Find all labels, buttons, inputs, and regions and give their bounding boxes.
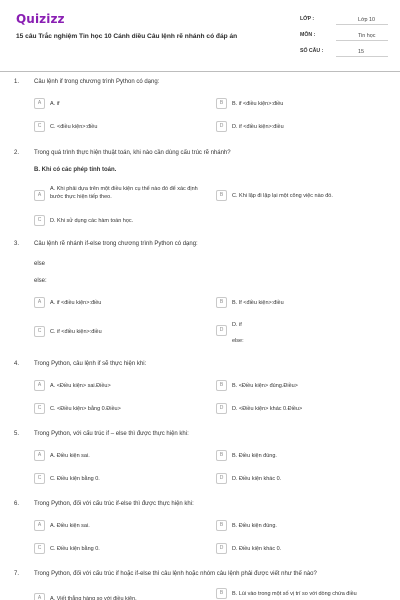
- option-letter: B: [216, 190, 227, 201]
- option-text: C. Điều kiện bằng 0.: [50, 546, 100, 552]
- question-number: 7.: [14, 571, 20, 577]
- option-text: A. if: [50, 101, 60, 107]
- option-letter: C: [34, 215, 45, 226]
- option-text: B. Lùi vào trong một số vị trí so với dòng chứa điều: [232, 591, 357, 597]
- option-letter: B: [216, 520, 227, 531]
- option-letter: A: [34, 297, 45, 308]
- question-text: Trong Python, với cấu trúc if – else thì được thực hiện khi:: [34, 431, 189, 437]
- meta-row-class: [300, 14, 396, 30]
- option-letter: D: [216, 543, 227, 554]
- question-code-line: else:: [34, 278, 47, 284]
- option-letter: C: [34, 403, 45, 414]
- option-letter: C: [34, 121, 45, 132]
- question-text: Trong Python, đối với cấu trúc if-else thì được thực hiện khi:: [34, 501, 194, 507]
- option-letter: A: [34, 450, 45, 461]
- option-text: B. <Điều kiện> đúng.Điều>: [232, 383, 298, 389]
- option-text: C. <Điều kiện> bằng 0.Điều>: [50, 406, 121, 412]
- option-letter: B: [216, 297, 227, 308]
- option-text: B. Điều kiện đúng.: [232, 453, 277, 459]
- option-letter: C: [34, 473, 45, 484]
- option-text: B. Điều kiện đúng.: [232, 523, 277, 529]
- option-letter: B: [216, 450, 227, 461]
- meta-row-subject: [300, 30, 396, 46]
- option-text: A. Khi phải dựa trên một điều kiện cụ thể nào đó để xác định bước thực hiện tiếp theo.: [50, 186, 198, 200]
- option-letter: B: [216, 98, 227, 109]
- option-letter: C: [34, 543, 45, 554]
- option-letter: D: [216, 325, 227, 336]
- question-note: B. Khi có các phép tính toán.: [34, 167, 117, 173]
- question-text: Câu lệnh if trong chương trình Python có dạng:: [34, 79, 160, 85]
- option-text: C. <điều kiện>:điều: [50, 124, 98, 130]
- question-number: 2.: [14, 150, 20, 156]
- option-letter: A: [34, 593, 45, 600]
- question-code-line: else: [34, 261, 46, 267]
- option-text: C. Điều kiện bằng 0.: [50, 476, 100, 482]
- worksheet-title: 15 câu Trắc nghiệm Tin học 10 Cánh diều Câu lệnh rẽ nhánh có đáp án: [16, 33, 238, 40]
- question-number: 3.: [14, 241, 20, 247]
- option-letter: A: [34, 190, 45, 201]
- option-text: C. Khi lặp đi lặp lại một công việc nào đó.: [232, 193, 333, 199]
- option-letter: A: [34, 380, 45, 391]
- worksheet-meta: [300, 14, 396, 62]
- option-letter: A: [34, 98, 45, 109]
- option-letter: B: [216, 380, 227, 391]
- meta-row-count: [300, 46, 396, 62]
- meta-label: MÔN :: [300, 32, 316, 38]
- option-text: C. if <điều kiện>:điều: [50, 329, 102, 335]
- meta-value: Tin học: [336, 30, 388, 41]
- meta-label: SỐ CÂU :: [300, 48, 324, 54]
- option-letter: B: [216, 588, 227, 599]
- worksheet-header: [0, 0, 400, 72]
- option-letter: C: [34, 326, 45, 337]
- option-text: D. if: [232, 322, 242, 328]
- meta-value: Lớp 10: [336, 14, 388, 25]
- option-text: A. <Điều kiện> sai.Điều>: [50, 383, 111, 389]
- question-number: 5.: [14, 431, 20, 437]
- meta-label: LỚP :: [300, 16, 315, 22]
- option-text: A. Viết thẳng hàng so với điều kiện.: [50, 596, 137, 600]
- option-text: D. Điều kiện khác 0.: [232, 546, 282, 552]
- question-text: Trong Python, câu lệnh if sẽ thực hiện khi:: [34, 361, 147, 367]
- option-letter: D: [216, 403, 227, 414]
- option-text: B. if <điều kiện>:điều: [232, 101, 284, 107]
- option-letter: D: [216, 121, 227, 132]
- question-text: Trong quá trình thực hiện thuật toán, khi nào cần dùng cấu trúc rẽ nhánh?: [34, 150, 231, 156]
- question-text: Câu lệnh rẽ nhánh if-else trong chương trình Python có dạng:: [34, 241, 198, 247]
- option-text: A. Điều kiện sai.: [50, 523, 90, 529]
- option-text: D. <Điều kiện> khác 0.Điều>: [232, 406, 303, 412]
- question-number: 6.: [14, 501, 20, 507]
- option-text: D. Khi sử dụng các hàm toán học.: [50, 218, 134, 224]
- question-number: 1.: [14, 79, 20, 85]
- quizizz-logo[interactable]: Quizizz: [16, 12, 65, 26]
- option-text: D. Điều kiện khác 0.: [232, 476, 282, 482]
- option-letter: D: [216, 473, 227, 484]
- option-text: B. If <điều kiện>:điều: [232, 300, 284, 306]
- option-text: A. Điều kiện sai.: [50, 453, 90, 459]
- option-text: A. if <điều kiện>:điều: [50, 300, 102, 306]
- option-letter: A: [34, 520, 45, 531]
- option-text: D. if <điều kiện>:điều: [232, 124, 284, 130]
- option-text-line2: else:: [232, 338, 244, 344]
- meta-value: 15: [336, 46, 388, 57]
- question-text: Trong Python, đối với cấu trúc if hoặc if-else thì câu lệnh hoặc nhóm câu lệnh phải được viết như thế nào?: [34, 571, 317, 577]
- question-number: 4.: [14, 361, 20, 367]
